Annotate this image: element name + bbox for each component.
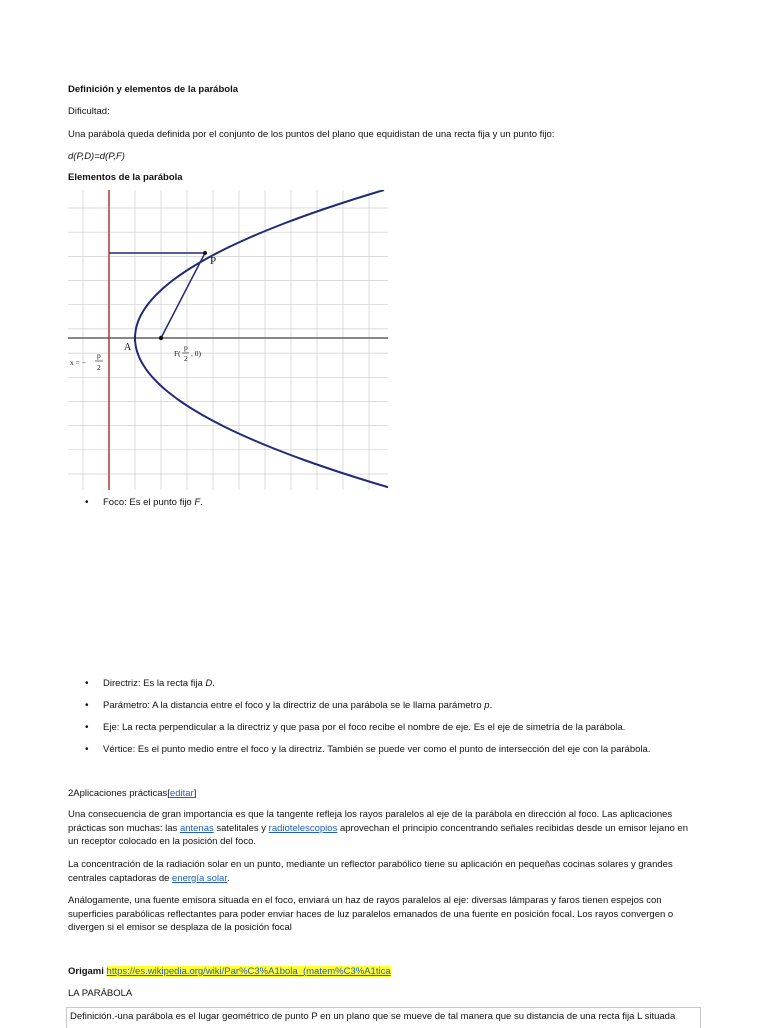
la-parabola-heading: LA PARÁBOLA xyxy=(68,988,133,999)
page-title: Definición y elementos de la parábola xyxy=(68,84,238,95)
svg-text:p: p xyxy=(184,343,188,352)
point-a-label: A xyxy=(124,342,132,353)
parabola-figure xyxy=(68,190,388,490)
svg-text:2: 2 xyxy=(184,354,188,363)
radiotelescopios-link[interactable]: radiotelescopios xyxy=(268,822,338,834)
intro-paragraph: Una parábola queda definida por el conjunto de los puntos del plano que equidistan de una recta fija y un punto fijo: xyxy=(68,129,555,140)
svg-text:F(: F( xyxy=(174,349,181,358)
bullet-directrix: • Directriz: Es la recta fija D. xyxy=(85,677,650,690)
point-p-marker xyxy=(203,251,207,255)
parabola-curve xyxy=(135,190,388,490)
bullet-parameter: • Parámetro: A la distancia entre el foco y la directriz de una parábola se le llama parámetro p. xyxy=(85,699,650,712)
point-p-label: P xyxy=(210,255,217,267)
difficulty-label: Dificultad: xyxy=(68,106,110,117)
figure-grid xyxy=(68,190,388,490)
svg-text:x = −: x = − xyxy=(70,358,86,367)
svg-text:p: p xyxy=(97,351,101,360)
wikipedia-link[interactable]: https://es.wikipedia.org/wiki/Par%C3%A1bola_(matem%C3%A1tica xyxy=(106,966,391,977)
energia-solar-link[interactable]: energía solar xyxy=(172,872,227,884)
emitter-paragraph: Análogamente, una fuente emisora situada en el foco, enviará un haz de rayos paralelos al eje: diversas lámparas y faros tienen espejos con superficies parabólicas reflectantes para poder enviar haces de luz paralelos emanados de una fuente en posición focal. Los rayos convergen o divergen si el emisor se desplaza de la posición focal xyxy=(68,895,674,933)
bullet-focus: • Foco: Es el punto fijo F. xyxy=(85,496,203,509)
edit-link[interactable]: editar xyxy=(169,788,194,799)
elements-heading: Elementos de la parábola xyxy=(68,172,183,183)
bullet-list-elements xyxy=(85,677,650,756)
applications-paragraph: Una consecuencia de gran importancia es que la tangente refleja los rayos paralelos al eje de la parábola en dirección al foco. Las aplicaciones prácticas son muchas: las antenas satelitales y radiotelescopios aprovechan el principio concentrando señales recibidas desde un emisor lejano en un receptor colocado en la posición del foco. xyxy=(68,809,688,847)
definition-box xyxy=(66,1007,701,1028)
focus-coordinate-label xyxy=(174,343,202,363)
definition-text: Definición.-una parábola es el lugar geométrico de punto P en un plano que se mueve de tal manera que su distancia de una recta fija L situada xyxy=(70,1011,676,1022)
directrix-equation-label xyxy=(70,351,103,372)
formula: d(P,D)=d(P,F) xyxy=(68,151,125,162)
svg-text:2: 2 xyxy=(97,363,101,372)
focus-point xyxy=(159,336,163,340)
focal-segment xyxy=(161,253,205,338)
bullet-vertex: • Vértice: Es el punto medio entre el foco y la directriz. También se puede ver como el punto de intersección del eje con la parábola. xyxy=(85,743,650,756)
section-heading-applications: 2Aplicaciones prácticas[editar] xyxy=(68,788,197,799)
svg-text:, 0): , 0) xyxy=(191,349,201,358)
bullet-axis: • Eje: La recta perpendicular a la directriz y que pasa por el foco recibe el nombre de eje. Es el eje de simetría de la parábola. xyxy=(85,721,650,734)
solar-paragraph: La concentración de la radiación solar en un punto, mediante un reflector parabólico tiene su aplicación en pequeñas cocinas solares y grandes centrales captadoras de energía solar. xyxy=(68,859,673,884)
bullet-list-focus xyxy=(85,496,203,509)
antenas-link[interactable]: antenas xyxy=(179,822,214,834)
origami-line: Origami https://es.wikipedia.org/wiki/Par%C3%A1bola_(matem%C3%A1tica xyxy=(68,966,391,977)
